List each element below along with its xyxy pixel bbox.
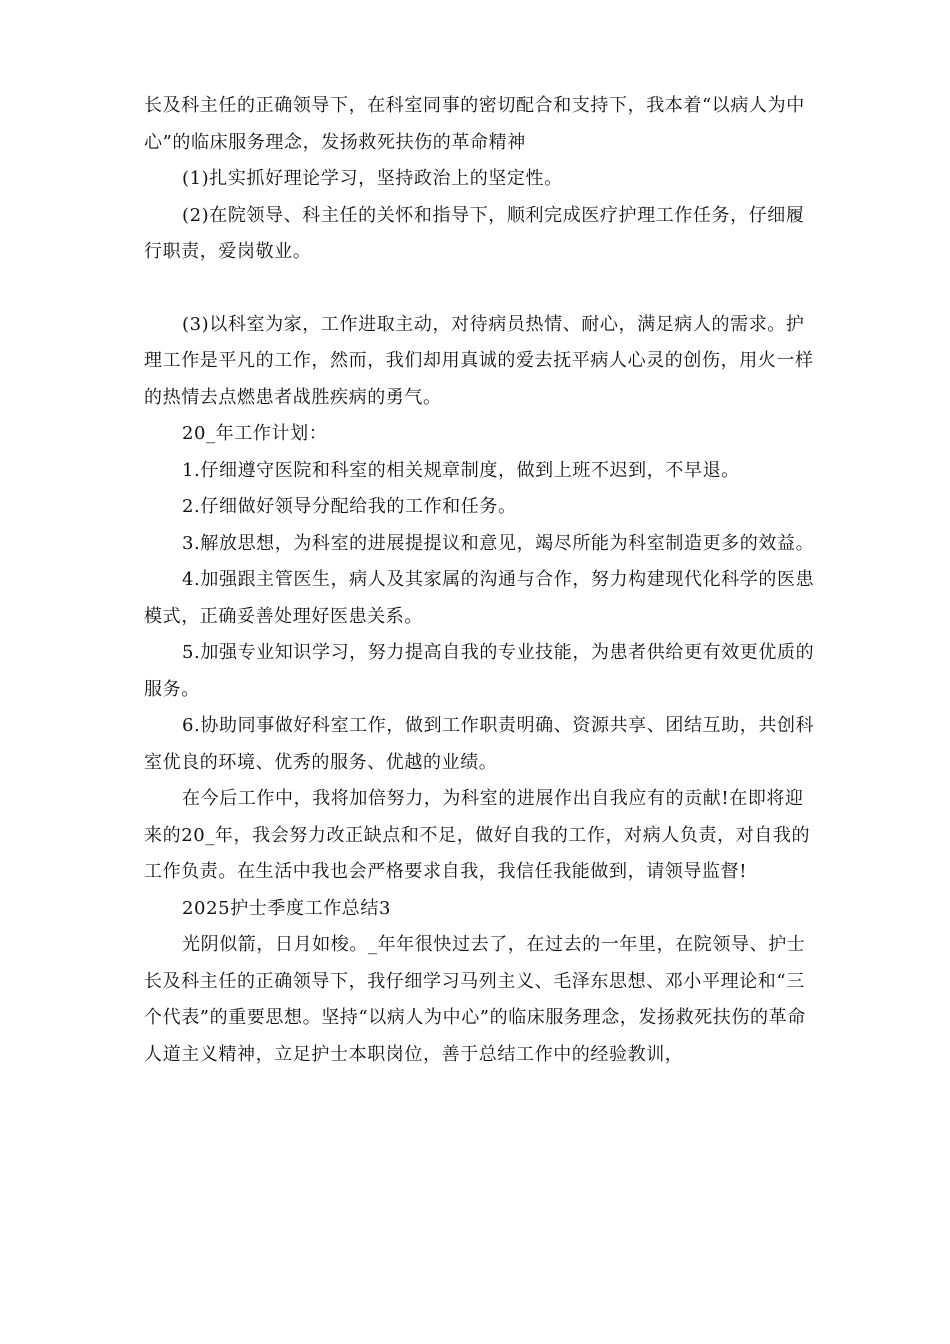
plan-heading: 20_年工作计划： xyxy=(182,423,328,444)
plan-item-2: 2.仔细做好领导分配给我的工作和任务。 xyxy=(182,496,517,517)
paragraph-item-3: (3)以科室为家，工作进取主动，对待病员热情、耐心，满足病人的需求。护理工作是平凡的工作，然而，我们却用真诚的爱去抚平病人心灵的创伤，用火一样的热情去点燃患者战胜疾病的勇气。 xyxy=(144,313,814,408)
plan-item-5: 5.加强专业知识学习，努力提高自我的专业技能，为患者供给更有效更优质的服务。 xyxy=(144,642,815,700)
paragraph-item-1: (1)扎实抓好理论学习，坚持政治上的坚定性。 xyxy=(182,168,563,189)
paragraph-item-2: (2)在院领导、科主任的关怀和指导下，顺利完成医疗护理工作任务，仔细履行职责，爱岗敬业。 xyxy=(144,204,805,262)
closing-paragraph: 在今后工作中，我将加倍努力，为科室的进展作出自我应有的贡献!在即将迎来的20_年，我会努力改正缺点和不足，做好自我的工作，对病人负责，对自我的工作负责。在生活中我也会严格要求自我，我信任我能做到，请领导监督! xyxy=(144,788,811,882)
plan-item-1: 1.仔细遵守医院和科室的相关规章制度，做到上班不迟到，不早退。 xyxy=(182,459,740,481)
plan-item-6: 6.协助同事做好科室工作，做到工作职责明确、资源共享、团结互助，共创科室优良的环境、优秀的服务、优越的业绩。 xyxy=(144,715,815,773)
paragraph-gap xyxy=(144,271,816,307)
section-title: 2025护士季度工作总结3 xyxy=(182,897,392,919)
plan-item-3: 3.解放思想，为科室的进展提提议和意见，竭尽所能为科室制造更多的效益。 xyxy=(182,532,815,554)
section-intro-paragraph: 光阴似箭，日月如梭。_年年很快过去了，在过去的一年里，在院领导、护士长及科主任的正确领导下，我仔细学习马列主义、毛泽东思想、邓小平理论和“三个代表”的重要思想。坚持“以病人为中心”的临床服务理念，发扬救死扶伤的革命人道主义精神，立足护士本职岗位，善于总结工作中的经验教训， xyxy=(144,934,806,1065)
plan-item-4: 4.加强跟主管医生，病人及其家属的沟通与合作，努力构建现代化科学的医患模式，正确妥善处理好医患关系。 xyxy=(144,569,815,627)
paragraph-continuation: 长及科主任的正确领导下，在科室同事的密切配合和支持下，我本着“以病人为中心”的临床服务理念，发扬救死扶伤的革命精神 xyxy=(144,95,805,153)
document-body xyxy=(144,88,816,1073)
